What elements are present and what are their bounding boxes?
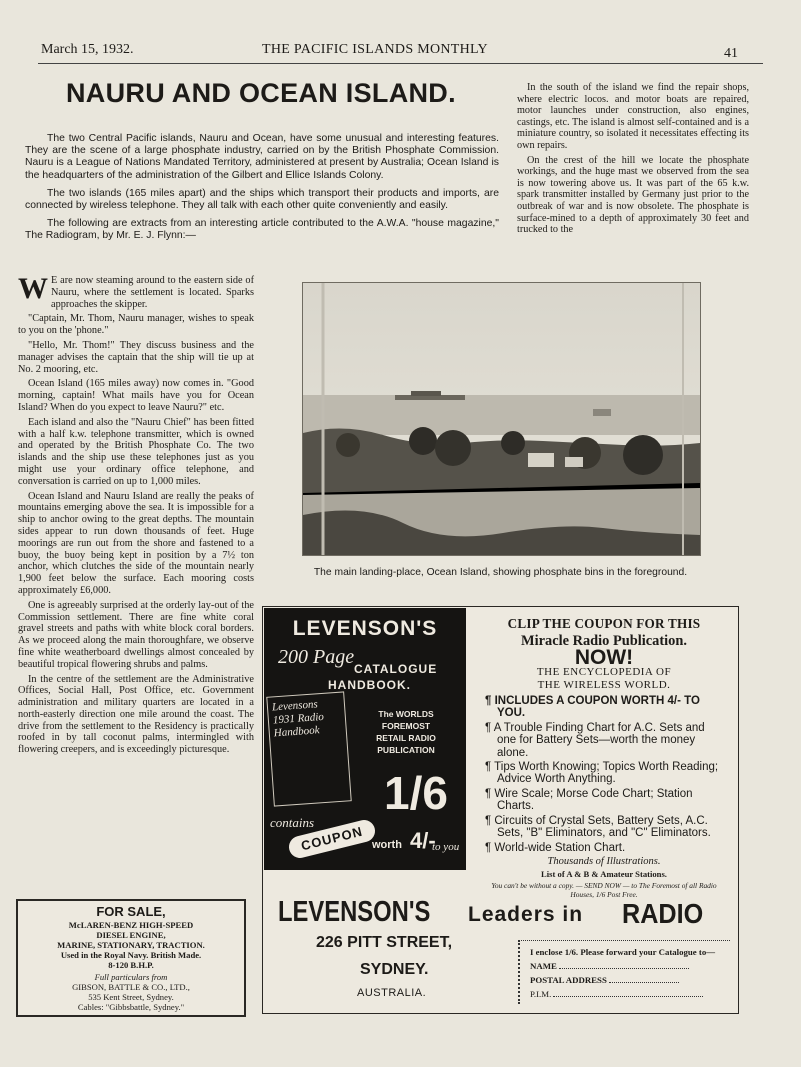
address-country: AUSTRALIA. <box>357 987 427 999</box>
left-paragraph: Ocean Island (165 miles away) now comes in. "Good morning, captain! What mails have you for Ocean Island? When do you expect to leave Nauru?" etc. <box>18 378 254 413</box>
for-sale-particulars: Full particulars from <box>94 972 168 982</box>
intro-paragraph: The two islands (165 miles apart) and the ships which transport their products and imports, are connected by wireless telephone. They all talk with each other quite conveniently and easily. <box>25 187 499 212</box>
feature-bullet: ¶ Circuits of Crystal Sets, Battery Sets, A.C. Sets, "B" Eliminators, and "C" Eliminators. <box>485 814 711 840</box>
header-publication: THE PACIFIC ISLANDS MONTHLY <box>262 42 488 57</box>
for-sale-box <box>16 899 246 1017</box>
enclose-text: I enclose 1/6. Please forward your Catalogue to— <box>530 947 716 957</box>
cover-brand: LEVENSON'S <box>292 617 438 640</box>
right-column-text <box>517 82 749 239</box>
name-label: NAME <box>530 961 557 971</box>
intro-paragraph: The following are extracts from an interesting article contributed to the A.W.A. "house magazine," The Radiogram, by Mr. E. J. Flynn:— <box>25 218 499 242</box>
mini-handbook-cover <box>266 691 351 806</box>
catalogue-cover <box>264 608 466 870</box>
feature-bullet-text: INCLUDES A COUPON WORTH 4/- TO YOU. <box>494 695 700 720</box>
mini-handbook-title: Levensons 1931 Radio Handbook <box>271 698 325 740</box>
cover-worth: worth <box>372 839 402 851</box>
left-paragraph: Ocean Island and Nauru Island are really the peaks of mountains emerging above the sea. It is impossible for a ship to anchor owing to the great depths. The mountain sides appear to run down thousands of feet. Huge moorings are run out from the shore and fastened to a buoy, the buoy being kept in position by a 7½ ton anchor, which clutches the side of the mountain nearly 1,900 feet below the surface. Each mooring costs approximately £6,000. <box>18 490 254 596</box>
feature-bullet-text: A Trouble Finding Chart for A.C. Sets and one for Battery Sets—worth the money alone. <box>493 721 705 759</box>
left-paragraph: In the centre of the settlement are the Administrative Offices, Social Hall, Post Office, etc. Government administration and military quarters are located in a north-easterly direction one mile around the coast. The drive from the settlement to the Residency is practically roofed in by tall coconut palms, intermingled with flowering creepers, and is exceedingly picturesque. <box>18 673 254 756</box>
address-street: 226 PITT STREET, <box>316 934 453 951</box>
name-field[interactable] <box>530 961 730 972</box>
miracle-heading: Miracle Radio Publication. <box>521 633 687 650</box>
pim-label: P.I.M. <box>530 989 552 999</box>
for-sale-particulars: GIBSON, BATTLE & CO., LTD., <box>72 982 190 992</box>
feature-bullet: ¶ Tips Worth Knowing; Topics Worth Reading; Advice Worth Anything. <box>485 761 719 786</box>
cover-to-you: to you <box>432 841 460 853</box>
for-sale-line: DIESEL ENGINE, <box>96 930 166 940</box>
cover-handbook: HANDBOOK. <box>328 678 411 692</box>
pim-input-line[interactable] <box>553 996 703 997</box>
left-paragraph: "Captain, Mr. Thom, Nauru manager, wishes to speak to you on the 'phone." <box>18 313 254 337</box>
feature-bullet: ¶ World-wide Station Chart. <box>485 841 626 854</box>
pim-field[interactable] <box>530 989 730 1000</box>
tagline-line: FOREMOST <box>381 721 431 731</box>
feature-bullet: ¶ Wire Scale; Morse Code Chart; Station Charts. <box>485 787 693 813</box>
for-sale-heading: FOR SALE, <box>96 904 166 919</box>
address-city: SYDNEY. <box>360 961 429 978</box>
left-column-text <box>18 272 254 759</box>
order-form[interactable] <box>518 940 730 1004</box>
left-paragraph: Each island and also the "Nauru Chief" has been fitted with a half k.w. telephone transmitter, which is owned and operated by the British Phosphate Co. The two islands and the ship use these telephones just as you might use your ordinary office telephone, and conversation is carried on up to 1,000 miles. <box>18 416 254 487</box>
left-paragraph: One is agreeably surprised at the orderly lay-out of the Commission settlement. There are fine white coral gravel streets and paths with white block coral borders. As we proceed along the main thoroughfare, we observe fine white weatherboard dwellings almost concealed by beautiful tropical flowering shrubs and palms. <box>18 599 254 670</box>
encyclopedia-line: THE ENCYCLOPEDIA OF <box>536 666 672 679</box>
feature-bullet-text: World-wide Station Chart. <box>494 841 626 854</box>
leaders-in-text: Leaders in <box>468 903 584 926</box>
cover-worth-amount: 4/- <box>410 828 436 853</box>
radio-text: RADIO <box>622 898 704 929</box>
landing-place-photo <box>302 282 701 556</box>
photo-illustration <box>303 283 700 555</box>
feature-bullet-text: Circuits of Crystal Sets, Battery Sets, A.C. Sets, "B" Eliminators, and "C" Eliminators. <box>494 814 711 840</box>
name-input-line[interactable] <box>559 968 689 969</box>
for-sale-particulars: Cables: "Gibbsbattle, Sydney." <box>77 1002 185 1012</box>
cover-price: 1/6 <box>384 767 448 819</box>
for-sale-line: McLAREN-BENZ HIGH-SPEED <box>68 920 194 930</box>
send-now-line: You can't be without a copy. — SEND NOW — to The Foremost of all Radio Houses, 1/6 Post Free. <box>491 880 717 899</box>
cover-contains: contains <box>270 815 315 830</box>
feature-bullet-text: Wire Scale; Morse Code Chart; Station Charts. <box>494 787 693 813</box>
right-paragraph: In the south of the island we find the repair shops, where electric locos. and motor boats are repaired, motor launches under construction, also engines, castings, etc. The island is almost self-contained and is a miniature country, so isolated it necessitates effecting its own repairs. <box>517 82 749 151</box>
photo-caption: The main landing-place, Ocean Island, showing phosphate bins in the foreground. <box>313 567 688 578</box>
drop-cap: W <box>18 272 48 305</box>
header-date: March 15, 1932. <box>41 42 134 57</box>
levensons-banner-brand: LEVENSON'S <box>278 896 431 928</box>
first-paragraph-text: E are now steaming around to the eastern side of Nauru, where the settlement is located. Sparks approaches the skipper. <box>51 275 254 310</box>
cover-tagline <box>350 708 462 756</box>
feature-bullet: ¶ A Trouble Finding Chart for A.C. Sets and one for Battery Sets—worth the money alone. <box>485 721 705 759</box>
feature-bullet: ¶ INCLUDES A COUPON WORTH 4/- TO YOU. <box>485 695 700 720</box>
tagline-line: PUBLICATION <box>377 745 435 755</box>
feature-bullet-text: Tips Worth Knowing; Topics Worth Reading; Advice Worth Anything. <box>494 761 719 786</box>
left-paragraph: "Hello, Mr. Thom!" They discuss business and the manager advises the captain that the ship will tie up at No. 2 mooring, etc. <box>18 339 254 375</box>
tagline-line: The WORLDS <box>378 709 434 719</box>
stations-line: List of A & B & Amateur Stations. <box>541 869 667 880</box>
cover-page-count: 200 Page <box>278 646 355 668</box>
illustrations-line: Thousands of Illustrations. <box>547 855 661 867</box>
intro-text <box>25 133 499 249</box>
header-page-number: 41 <box>724 46 738 61</box>
coupon-promo-text <box>485 618 723 899</box>
tagline-line: RETAIL RADIO <box>376 733 436 743</box>
for-sale-line: MARINE, STATIONARY, TRACTION. <box>57 940 205 950</box>
header-rule <box>38 63 763 64</box>
address-field[interactable] <box>530 975 730 986</box>
article-title: NAURU AND OCEAN ISLAND. <box>66 78 456 108</box>
for-sale-line: Used in the Royal Navy. British Made. <box>60 950 202 960</box>
now-heading: NOW! <box>574 645 634 669</box>
for-sale-line: 8-120 B.H.P. <box>108 960 154 970</box>
left-first-paragraph <box>18 272 254 310</box>
wireless-world-line: THE WIRELESS WORLD. <box>537 678 671 691</box>
for-sale-particulars: 535 Kent Street, Sydney. <box>88 992 174 1002</box>
address-label: POSTAL ADDRESS <box>530 975 607 985</box>
coupon-badge: COUPON <box>287 818 378 861</box>
right-paragraph: On the crest of the hill we locate the phosphate workings, and the huge mast we observed from the sea is now towering above us. It was part of the 65 k.w. spark transmitter installed by Germany just prior to the outbreak of war and is now obsolete. The phosphate is surface-mined to a depth of approximately 30 feet and trucked to the <box>517 154 749 236</box>
address-input-line[interactable] <box>609 982 679 983</box>
intro-paragraph: The two Central Pacific islands, Nauru and Ocean, have some unusual and interesting features. They are the scene of a large phosphate industry, carried on by the British Phosphate Commission. Nauru is a League of Nations Mandated Territory, administered at present by Australia; Ocean Island is the headquarters of the administration of the Gilbert and Ellice Islands Colony. <box>25 133 499 181</box>
cover-catalogue: CATALOGUE <box>354 662 438 676</box>
clip-coupon-heading: CLIP THE COUPON FOR THIS <box>507 616 701 631</box>
